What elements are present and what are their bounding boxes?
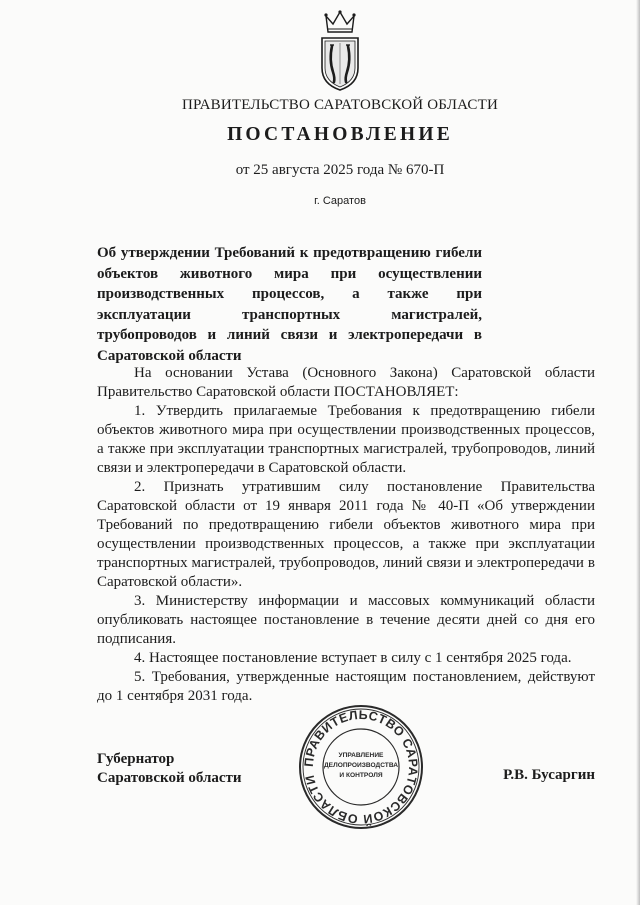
item-paragraph-1: 1. Утвердить прилагаемые Требования к предотвращению гибели объектов животного мира при осуществлении производственных процессов, а также при эксплуатации транспортных магистралей, трубопроводов, линий связи и электропередачи в Саратовской области.	[97, 403, 595, 476]
seal-center-line-2: ДЕЛОПРОИЗВОДСТВА	[323, 762, 399, 769]
signatory-position-line-2: Саратовской области	[97, 770, 242, 786]
item-paragraph-3: 3. Министерству информации и массовых коммуникаций области опубликовать настоящее постановление в течение десяти дней со дня его подписания.	[97, 593, 595, 647]
scan-edge-shadow	[636, 0, 640, 905]
item-paragraph-2: 2. Признать утратившим силу постановление Правительства Саратовской области от 19 января 2011 года № 40-П «Об утверждении Требований по предотвращению гибели объектов животного мира при осуществлении производственных процессов, а также при эксплуатации транспортных магистралей, трубопроводов, линий связи и электропередачи в Саратовской области».	[97, 479, 595, 590]
document-body	[97, 364, 595, 706]
document-subject: Об утверждении Требований к предотвращению гибели объектов животного мира при осуществлении производственных процессов, а также при эксплуатации транспортных магистралей, трубопроводов и линий связи и электропередачи в Саратовской области	[97, 245, 482, 364]
seal-center-line-1: УПРАВЛЕНИЕ	[338, 752, 384, 759]
seal-ring-text: ПРАВИТЕЛЬСТВО САРАТОВСКОЙ ОБЛАСТИ	[301, 707, 421, 827]
official-seal-stamp	[297, 703, 425, 831]
signatory-position	[97, 750, 242, 788]
signatory-name: Р.В. Бусаргин	[503, 767, 595, 783]
item-paragraph-4: 4. Настоящее постановление вступает в силу с 1 сентября 2025 года.	[134, 650, 572, 666]
item-paragraph-5: 5. Требования, утвержденные настоящим постановлением, действуют до 1 сентября 2031 года.	[97, 669, 595, 704]
preamble-paragraph: На основании Устава (Основного Закона) Саратовской области Правительство Саратовской области ПОСТАНОВЛЯЕТ:	[97, 365, 595, 400]
government-title: ПРАВИТЕЛЬСТВО САРАТОВСКОЙ ОБЛАСТИ	[181, 97, 499, 113]
document-city: г. Саратов	[314, 195, 366, 207]
signatory-position-line-1: Губернатор	[97, 751, 175, 767]
seal-center-line-3: И КОНТРОЛЯ	[339, 772, 383, 779]
coat-of-arms-icon	[318, 10, 362, 92]
document-date-number: от 25 августа 2025 года № 670-П	[235, 162, 445, 178]
document-type: ПОСТАНОВЛЕНИЕ	[227, 124, 453, 145]
